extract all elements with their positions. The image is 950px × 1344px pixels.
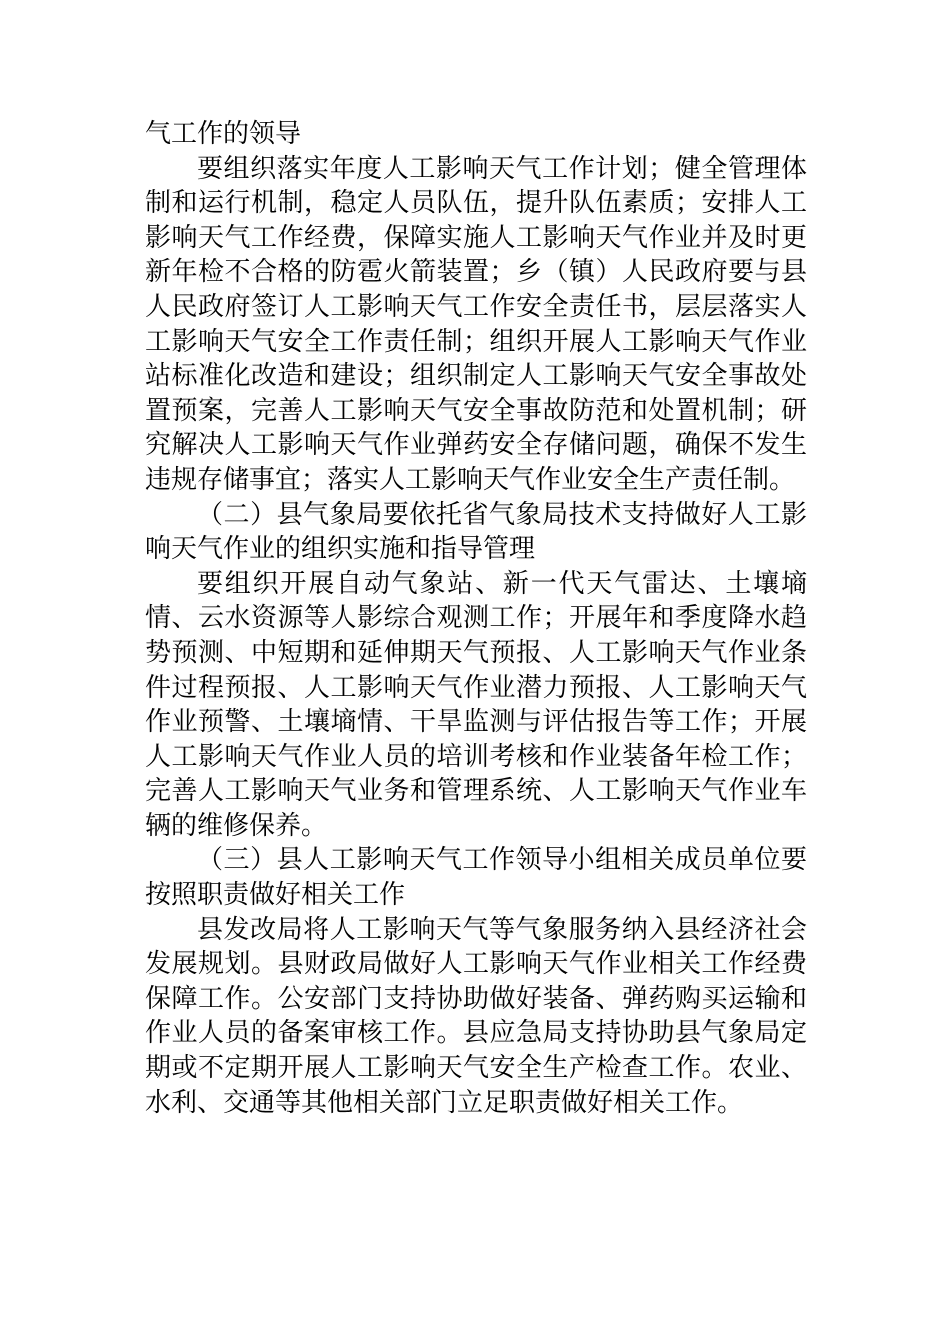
section-heading-2: （二）县气象局要依托省气象局技术支持做好人工影响天气作业的组织实施和指导管理	[145, 499, 807, 565]
paragraph-member-units-duties: 县发改局将人工影响天气等气象服务纳入县经济社会发展规划。县财政局做好人工影响天气作业相关工作经费保障工作。公安部门支持协助做好装备、弹药购买运输和作业人员的备案审核工作。县应急局支持协助县气象局定期或不定期开展人工影响天气安全生产检查工作。农业、水利、交通等其他相关部门立足职责做好相关工作。	[145, 914, 807, 1118]
paragraph-meteorological-bureau-duties: 要组织开展自动气象站、新一代天气雷达、土壤墒情、云水资源等人影综合观测工作；开展年和季度降水趋势预测、中短期和延伸期天气预报、人工影响天气作业条件过程预报、人工影响天气作业潜力预报、人工影响天气作业预警、土壤墒情、干旱监测与评估报告等工作；开展人工影响天气作业人员的培训考核和作业装备年检工作；完善人工影响天气业务和管理系统、人工影响天气作业车辆的维修保养。	[145, 568, 807, 841]
section-heading-3: （三）县人工影响天气工作领导小组相关成员单位要按照职责做好相关工作	[145, 845, 807, 911]
paragraph-county-government-duties: 要组织落实年度人工影响天气工作计划；健全管理体制和运行机制，稳定人员队伍，提升队伍素质；安排人工影响天气工作经费，保障实施人工影响天气作业并及时更新年检不合格的防雹火箭装置；乡（镇）人民政府要与县人民政府签订人工影响天气工作安全责任书，层层落实人工影响天气安全工作责任制；组织开展人工影响天气作业站标准化改造和建设；组织制定人工影响天气安全事故处置预案，完善人工影响天气安全事故防范和处置机制；研究解决人工影响天气作业弹药安全存储问题，确保不发生违规存储事宜；落实人工影响天气作业安全生产责任制。	[145, 153, 807, 495]
document-body	[145, 117, 807, 1120]
paragraph-continuation-heading: 气工作的领导	[145, 119, 302, 149]
